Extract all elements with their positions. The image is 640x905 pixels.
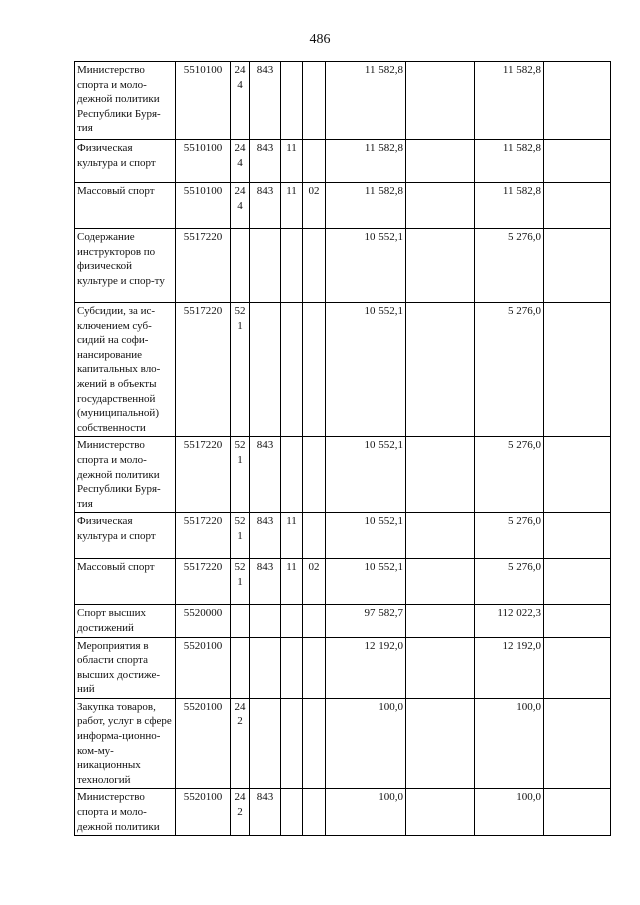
amount-year-2-extra [544, 140, 611, 183]
section-code [281, 605, 303, 637]
amount-year-1: 10 552,1 [326, 303, 406, 437]
amount-year-2-extra [544, 183, 611, 229]
table-row [75, 513, 611, 559]
amount-year-1: 11 582,8 [326, 183, 406, 229]
subsection-code [303, 789, 326, 836]
amount-year-2: 11 582,8 [475, 62, 544, 140]
section-code [281, 229, 303, 303]
amount-year-2-extra [544, 229, 611, 303]
amount-year-2-extra [544, 789, 611, 836]
department-code: 843 [250, 513, 281, 559]
expense-type-code: 521 [231, 513, 250, 559]
amount-year-1-extra [406, 62, 475, 140]
amount-year-1: 10 552,1 [326, 559, 406, 605]
department-code: 843 [250, 559, 281, 605]
subsection-code [303, 605, 326, 637]
subsection-code [303, 140, 326, 183]
amount-year-1: 12 192,0 [326, 637, 406, 698]
budget-table [74, 61, 611, 836]
amount-year-1-extra [406, 559, 475, 605]
target-article-code: 5510100 [176, 183, 231, 229]
amount-year-1: 10 552,1 [326, 513, 406, 559]
department-code: 843 [250, 789, 281, 836]
amount-year-1-extra [406, 698, 475, 789]
expense-type-code: 521 [231, 437, 250, 513]
amount-year-1-extra [406, 637, 475, 698]
department-code [250, 698, 281, 789]
table-row [75, 698, 611, 789]
target-article-code: 5517220 [176, 513, 231, 559]
amount-year-2-extra [544, 303, 611, 437]
department-code [250, 229, 281, 303]
amount-year-2: 112 022,3 [475, 605, 544, 637]
department-code [250, 303, 281, 437]
section-code [281, 637, 303, 698]
amount-year-2: 5 276,0 [475, 229, 544, 303]
item-name: Мероприятия в области спорта высших достиже-ний [75, 637, 176, 698]
expense-type-code: 242 [231, 789, 250, 836]
target-article-code: 5520100 [176, 698, 231, 789]
department-code: 843 [250, 437, 281, 513]
expense-type-code [231, 605, 250, 637]
table-row [75, 183, 611, 229]
amount-year-2-extra [544, 62, 611, 140]
section-code [281, 303, 303, 437]
table-row [75, 229, 611, 303]
table-row [75, 62, 611, 140]
amount-year-2-extra [544, 605, 611, 637]
section-code [281, 62, 303, 140]
amount-year-2: 5 276,0 [475, 437, 544, 513]
subsection-code [303, 62, 326, 140]
amount-year-1-extra [406, 140, 475, 183]
expense-type-code: 521 [231, 303, 250, 437]
table-row [75, 559, 611, 605]
amount-year-1-extra [406, 605, 475, 637]
subsection-code [303, 637, 326, 698]
amount-year-1: 10 552,1 [326, 437, 406, 513]
amount-year-2: 12 192,0 [475, 637, 544, 698]
table-row [75, 437, 611, 513]
item-name: Министерство спорта и моло-дежной политики [75, 789, 176, 836]
table-row [75, 637, 611, 698]
department-code: 843 [250, 62, 281, 140]
department-code [250, 605, 281, 637]
target-article-code: 5510100 [176, 62, 231, 140]
expense-type-code: 244 [231, 140, 250, 183]
amount-year-2: 11 582,8 [475, 140, 544, 183]
target-article-code: 5520100 [176, 789, 231, 836]
amount-year-1: 11 582,8 [326, 62, 406, 140]
amount-year-1-extra [406, 513, 475, 559]
subsection-code [303, 229, 326, 303]
amount-year-1: 100,0 [326, 789, 406, 836]
department-code: 843 [250, 183, 281, 229]
table-row [75, 789, 611, 836]
amount-year-2: 11 582,8 [475, 183, 544, 229]
subsection-code: 02 [303, 559, 326, 605]
target-article-code: 5517220 [176, 559, 231, 605]
amount-year-1: 100,0 [326, 698, 406, 789]
amount-year-2-extra [544, 513, 611, 559]
section-code: 11 [281, 140, 303, 183]
page-number: 486 [309, 32, 331, 47]
amount-year-2-extra [544, 637, 611, 698]
amount-year-1: 10 552,1 [326, 229, 406, 303]
item-name: Содержание инструкторов по физической культуре и спор-ту [75, 229, 176, 303]
expense-type-code [231, 229, 250, 303]
section-code [281, 437, 303, 513]
department-code: 843 [250, 140, 281, 183]
section-code: 11 [281, 183, 303, 229]
amount-year-1: 11 582,8 [326, 140, 406, 183]
expense-type-code: 244 [231, 183, 250, 229]
item-name: Министерство спорта и моло-дежной политики Республики Буря-тия [75, 437, 176, 513]
expense-type-code: 242 [231, 698, 250, 789]
item-name: Физическая культура и спорт [75, 140, 176, 183]
department-code [250, 637, 281, 698]
expense-type-code [231, 637, 250, 698]
amount-year-1-extra [406, 437, 475, 513]
section-code [281, 789, 303, 836]
target-article-code: 5510100 [176, 140, 231, 183]
amount-year-2-extra [544, 437, 611, 513]
target-article-code: 5520100 [176, 637, 231, 698]
expense-type-code: 521 [231, 559, 250, 605]
subsection-code: 02 [303, 183, 326, 229]
amount-year-1-extra [406, 229, 475, 303]
amount-year-2: 5 276,0 [475, 513, 544, 559]
item-name: Субсидии, за ис-ключением суб-сидий на софи-нансирование капитальных вло-жений в объекты государственной (муниципальной) собственности [75, 303, 176, 437]
subsection-code [303, 303, 326, 437]
subsection-code [303, 698, 326, 789]
item-name: Закупка товаров, работ, услуг в сфере информа-ционно-ком-му-никационных технологий [75, 698, 176, 789]
amount-year-2-extra [544, 698, 611, 789]
target-article-code: 5517220 [176, 437, 231, 513]
table-row [75, 140, 611, 183]
subsection-code [303, 513, 326, 559]
amount-year-2: 5 276,0 [475, 303, 544, 437]
item-name: Массовый спорт [75, 559, 176, 605]
section-code: 11 [281, 559, 303, 605]
table-row [75, 605, 611, 637]
amount-year-2: 100,0 [475, 698, 544, 789]
section-code: 11 [281, 513, 303, 559]
amount-year-2: 100,0 [475, 789, 544, 836]
section-code [281, 698, 303, 789]
amount-year-2-extra [544, 559, 611, 605]
item-name: Министерство спорта и моло-дежной политики Республики Буря-тия [75, 62, 176, 140]
item-name: Массовый спорт [75, 183, 176, 229]
amount-year-1-extra [406, 183, 475, 229]
amount-year-1: 97 582,7 [326, 605, 406, 637]
target-article-code: 5520000 [176, 605, 231, 637]
item-name: Спорт высших достижений [75, 605, 176, 637]
subsection-code [303, 437, 326, 513]
amount-year-2: 5 276,0 [475, 559, 544, 605]
expense-type-code: 244 [231, 62, 250, 140]
amount-year-1-extra [406, 303, 475, 437]
item-name: Физическая культура и спорт [75, 513, 176, 559]
target-article-code: 5517220 [176, 229, 231, 303]
table-row [75, 303, 611, 437]
amount-year-1-extra [406, 789, 475, 836]
target-article-code: 5517220 [176, 303, 231, 437]
